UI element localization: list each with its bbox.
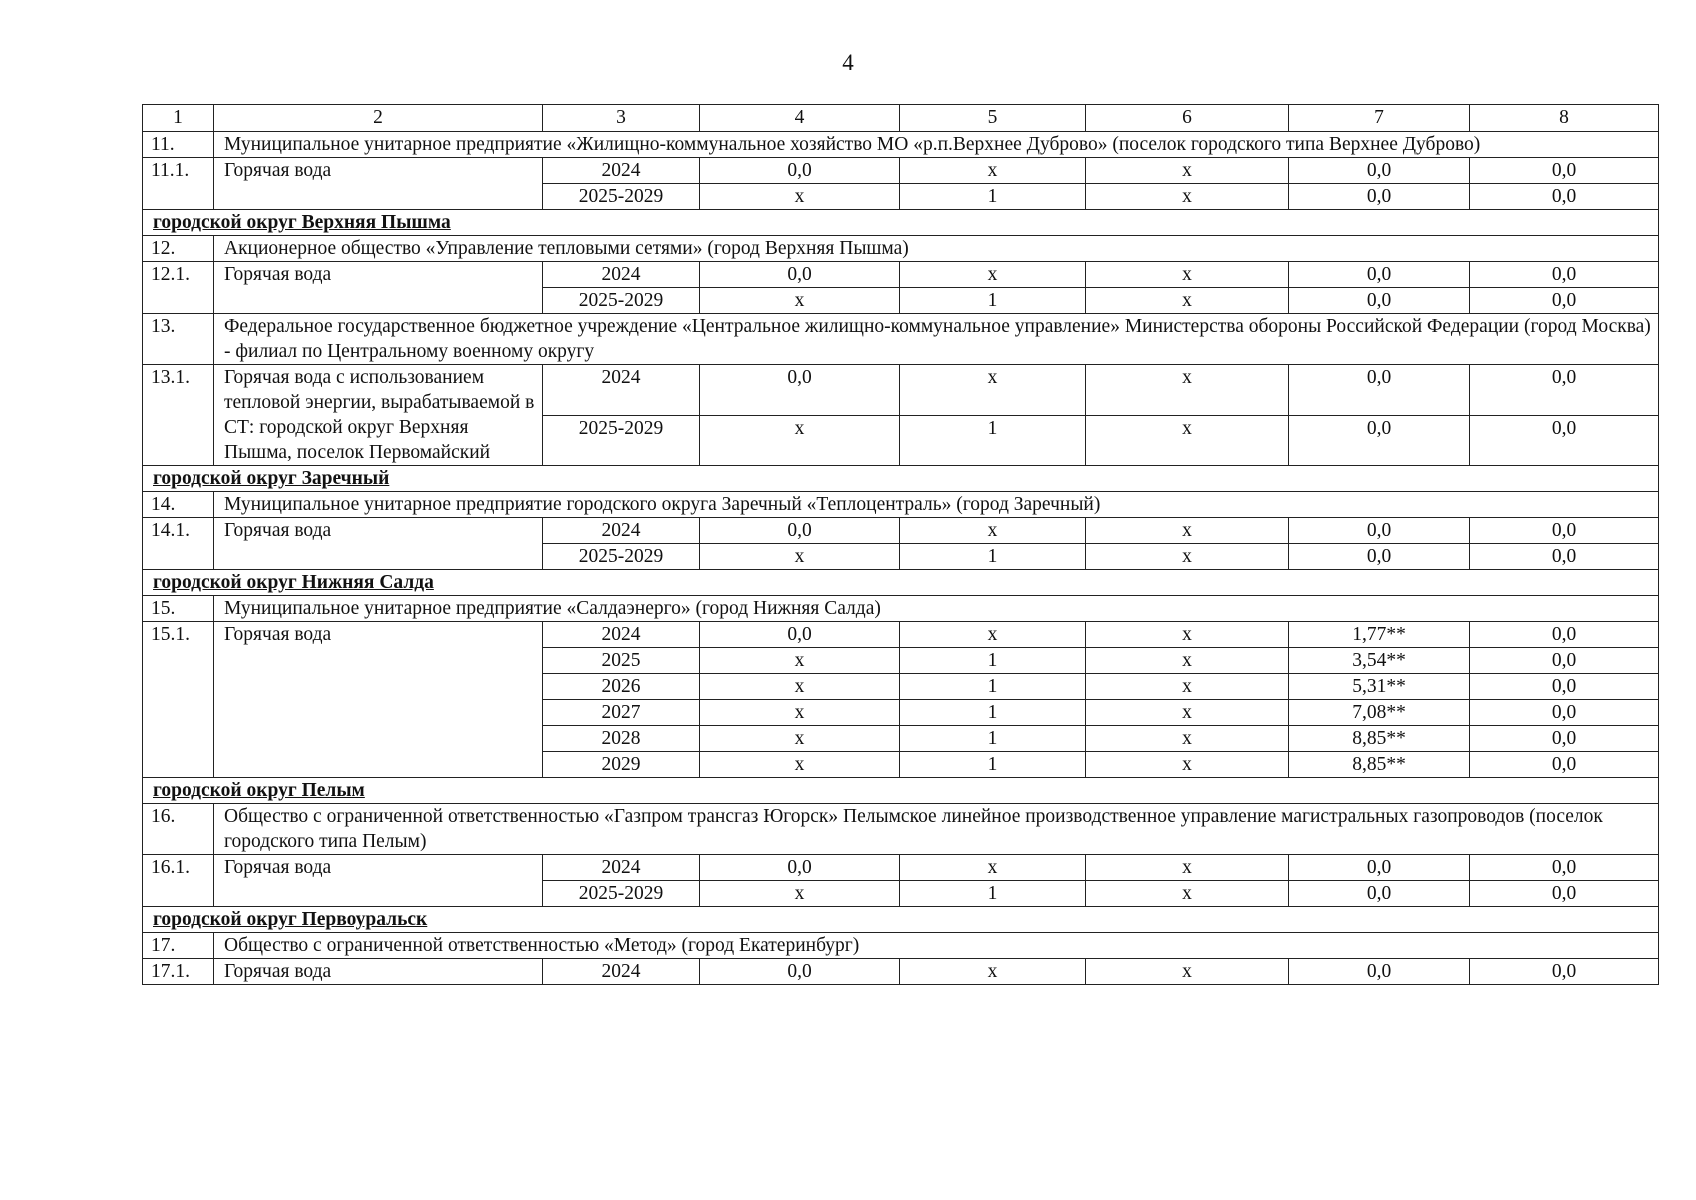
organization-name: Федеральное государственное бюджетное учреждение «Центральное жилищно-коммунальное управление» Министерства обороны Российской Федерации (город Москва) - филиал по Центральному военному округу	[214, 314, 1659, 365]
value-cell: х	[1086, 184, 1289, 210]
district-name: городской округ Верхняя Пышма	[143, 210, 1659, 236]
organization-row	[143, 804, 1659, 855]
value-cell: 8,85**	[1289, 726, 1470, 752]
value-cell: х	[900, 518, 1086, 544]
value-cell: 0,0	[700, 622, 900, 648]
row-number: 15.1.	[143, 622, 214, 778]
value-cell: х	[1086, 700, 1289, 726]
service-name: Горячая вода	[214, 262, 543, 314]
service-name: Горячая вода	[214, 959, 543, 985]
service-name: Горячая вода с использованием тепловой энергии, вырабатываемой в СТ: городской округ Верхняя Пышма, поселок Первомайский	[214, 365, 543, 466]
value-cell: 0,0	[1470, 855, 1659, 881]
row-number: 14.	[143, 492, 214, 518]
value-cell: 1	[900, 184, 1086, 210]
column-number: 2	[214, 105, 543, 132]
row-number: 11.	[143, 132, 214, 158]
value-cell: 0,0	[1289, 184, 1470, 210]
value-cell: 0,0	[1470, 544, 1659, 570]
value-cell: х	[1086, 288, 1289, 314]
value-cell: 1	[900, 726, 1086, 752]
value-cell: х	[900, 855, 1086, 881]
value-cell: 1	[900, 415, 1086, 466]
district-row	[143, 466, 1659, 492]
row-number: 12.1.	[143, 262, 214, 314]
value-cell: х	[700, 288, 900, 314]
value-cell: 1	[900, 288, 1086, 314]
row-number: 11.1.	[143, 158, 214, 210]
value-cell: х	[1086, 726, 1289, 752]
value-cell: 0,0	[700, 959, 900, 985]
column-number: 3	[543, 105, 700, 132]
value-cell: х	[700, 752, 900, 778]
value-cell: 1,77**	[1289, 622, 1470, 648]
value-cell: 0,0	[700, 365, 900, 416]
value-cell: х	[1086, 622, 1289, 648]
value-cell: х	[700, 881, 900, 907]
value-cell: 0,0	[1470, 184, 1659, 210]
district-row	[143, 907, 1659, 933]
value-cell: х	[700, 726, 900, 752]
value-cell: 0,0	[1470, 622, 1659, 648]
period-cell: 2025-2029	[543, 184, 700, 210]
organization-name: Муниципальное унитарное предприятие «Жилищно-коммунальное хозяйство МО «р.п.Верхнее Дуброво» (поселок городского типа Верхнее Дуброво)	[214, 132, 1659, 158]
value-cell: 0,0	[1470, 518, 1659, 544]
column-number: 4	[700, 105, 900, 132]
value-cell: х	[900, 959, 1086, 985]
row-number: 16.	[143, 804, 214, 855]
value-cell: 0,0	[1470, 674, 1659, 700]
organization-row	[143, 132, 1659, 158]
value-cell: 0,0	[1470, 648, 1659, 674]
tariff-row	[143, 518, 1659, 544]
row-number: 17.1.	[143, 959, 214, 985]
service-name: Горячая вода	[214, 158, 543, 210]
period-cell: 2024	[543, 262, 700, 288]
service-name: Горячая вода	[214, 855, 543, 907]
value-cell: х	[1086, 544, 1289, 570]
row-number: 16.1.	[143, 855, 214, 907]
period-cell: 2025-2029	[543, 415, 700, 466]
period-cell: 2028	[543, 726, 700, 752]
tariff-row	[143, 262, 1659, 288]
organization-name: Муниципальное унитарное предприятие городского округа Заречный «Теплоцентраль» (город Заречный)	[214, 492, 1659, 518]
value-cell: х	[900, 622, 1086, 648]
column-number: 7	[1289, 105, 1470, 132]
period-cell: 2024	[543, 622, 700, 648]
value-cell: 0,0	[1470, 700, 1659, 726]
district-row	[143, 570, 1659, 596]
value-cell: 0,0	[1289, 365, 1470, 416]
value-cell: х	[1086, 855, 1289, 881]
value-cell: х	[1086, 881, 1289, 907]
value-cell: х	[1086, 415, 1289, 466]
column-number: 6	[1086, 105, 1289, 132]
row-number: 13.1.	[143, 365, 214, 466]
value-cell: 0,0	[700, 855, 900, 881]
value-cell: 0,0	[1470, 158, 1659, 184]
value-cell: 8,85**	[1289, 752, 1470, 778]
value-cell: 0,0	[1289, 262, 1470, 288]
row-number: 12.	[143, 236, 214, 262]
period-cell: 2029	[543, 752, 700, 778]
row-number: 17.	[143, 933, 214, 959]
value-cell: х	[1086, 518, 1289, 544]
value-cell: 0,0	[1470, 726, 1659, 752]
value-cell: 1	[900, 648, 1086, 674]
district-name: городской округ Первоуральск	[143, 907, 1659, 933]
tariff-row	[143, 365, 1659, 416]
value-cell: 0,0	[1470, 288, 1659, 314]
value-cell: 1	[900, 700, 1086, 726]
district-name: городской округ Пелым	[143, 778, 1659, 804]
value-cell: 0,0	[700, 518, 900, 544]
value-cell: 0,0	[1289, 855, 1470, 881]
service-name: Горячая вода	[214, 622, 543, 778]
table-body	[143, 105, 1659, 985]
column-number: 5	[900, 105, 1086, 132]
district-row	[143, 210, 1659, 236]
organization-row	[143, 236, 1659, 262]
value-cell: 0,0	[1289, 881, 1470, 907]
value-cell: х	[700, 648, 900, 674]
value-cell: х	[700, 184, 900, 210]
value-cell: 0,0	[1470, 959, 1659, 985]
column-number: 1	[143, 105, 214, 132]
value-cell: х	[1086, 959, 1289, 985]
column-number-row	[143, 105, 1659, 132]
value-cell: х	[1086, 262, 1289, 288]
value-cell: х	[900, 158, 1086, 184]
value-cell: х	[700, 544, 900, 570]
value-cell: 1	[900, 674, 1086, 700]
column-number: 8	[1470, 105, 1659, 132]
row-number: 13.	[143, 314, 214, 365]
period-cell: 2027	[543, 700, 700, 726]
value-cell: х	[1086, 365, 1289, 416]
tariff-row	[143, 158, 1659, 184]
value-cell: х	[1086, 752, 1289, 778]
organization-row	[143, 596, 1659, 622]
value-cell: х	[700, 415, 900, 466]
organization-row	[143, 492, 1659, 518]
period-cell: 2024	[543, 518, 700, 544]
value-cell: 0,0	[1470, 365, 1659, 416]
period-cell: 2025-2029	[543, 544, 700, 570]
value-cell: 0,0	[1289, 158, 1470, 184]
period-cell: 2025-2029	[543, 288, 700, 314]
period-cell: 2024	[543, 158, 700, 184]
row-number: 14.1.	[143, 518, 214, 570]
value-cell: 5,31**	[1289, 674, 1470, 700]
value-cell: 0,0	[1470, 262, 1659, 288]
value-cell: 7,08**	[1289, 700, 1470, 726]
tariff-row	[143, 959, 1659, 985]
value-cell: 0,0	[1289, 288, 1470, 314]
value-cell: 0,0	[700, 158, 900, 184]
value-cell: х	[900, 365, 1086, 416]
organization-name: Общество с ограниченной ответственностью «Метод» (город Екатеринбург)	[214, 933, 1659, 959]
value-cell: 0,0	[700, 262, 900, 288]
value-cell: 0,0	[1289, 518, 1470, 544]
value-cell: х	[900, 262, 1086, 288]
organization-row	[143, 933, 1659, 959]
service-name: Горячая вода	[214, 518, 543, 570]
organization-name: Общество с ограниченной ответственностью «Газпром трансгаз Югорск» Пелымское линейное производственное управление магистральных газопроводов (поселок городского типа Пелым)	[214, 804, 1659, 855]
value-cell: 0,0	[1289, 959, 1470, 985]
period-cell: 2026	[543, 674, 700, 700]
value-cell: 0,0	[1289, 415, 1470, 466]
value-cell: 1	[900, 881, 1086, 907]
organization-name: Акционерное общество «Управление тепловыми сетями» (город Верхняя Пышма)	[214, 236, 1659, 262]
value-cell: 3,54**	[1289, 648, 1470, 674]
period-cell: 2024	[543, 855, 700, 881]
period-cell: 2025	[543, 648, 700, 674]
value-cell: х	[1086, 158, 1289, 184]
organization-row	[143, 314, 1659, 365]
tariff-row	[143, 855, 1659, 881]
value-cell: 0,0	[1470, 415, 1659, 466]
period-cell: 2025-2029	[543, 881, 700, 907]
district-name: городской округ Нижняя Салда	[143, 570, 1659, 596]
value-cell: 0,0	[1470, 881, 1659, 907]
tariff-row	[143, 622, 1659, 648]
period-cell: 2024	[543, 365, 700, 416]
district-row	[143, 778, 1659, 804]
organization-name: Муниципальное унитарное предприятие «Салдаэнерго» (город Нижняя Салда)	[214, 596, 1659, 622]
row-number: 15.	[143, 596, 214, 622]
value-cell: 1	[900, 752, 1086, 778]
district-name: городской округ Заречный	[143, 466, 1659, 492]
value-cell: 1	[900, 544, 1086, 570]
value-cell: х	[700, 674, 900, 700]
value-cell: 0,0	[1289, 544, 1470, 570]
page-number: 4	[842, 50, 854, 75]
tariff-table	[142, 104, 1659, 985]
period-cell: 2024	[543, 959, 700, 985]
value-cell: х	[700, 700, 900, 726]
value-cell: х	[1086, 674, 1289, 700]
value-cell: 0,0	[1470, 752, 1659, 778]
value-cell: х	[1086, 648, 1289, 674]
